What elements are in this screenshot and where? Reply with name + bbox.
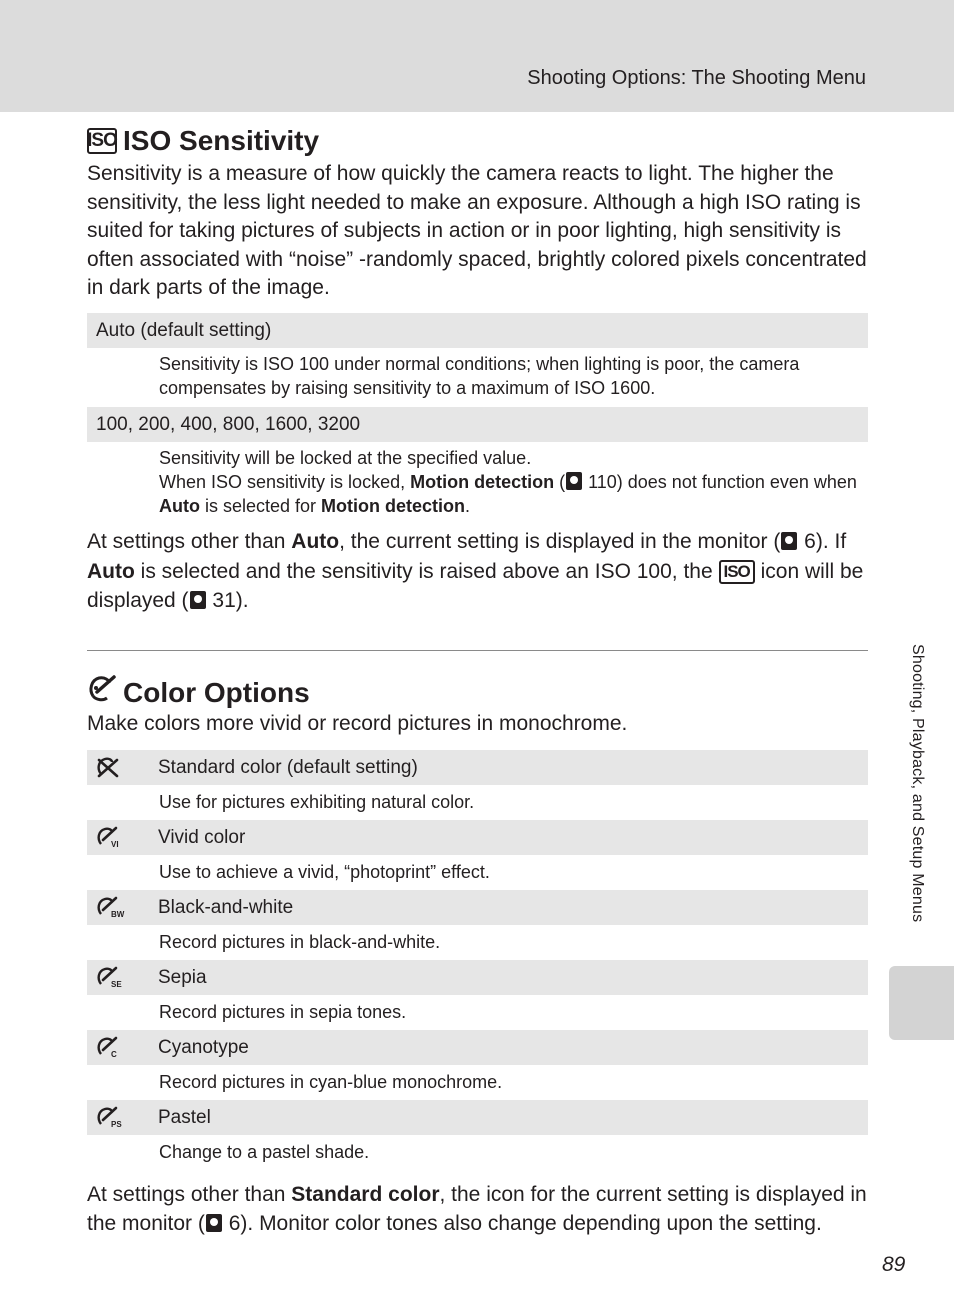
color-option-row: [87, 750, 868, 785]
option-label: Black-and-white: [158, 896, 294, 918]
iso-option-auto-desc: Sensitivity is ISO 100 under normal conditions; when lighting is poor, the camera compensates by raising sensitivity to a maximum of ISO 1600.: [159, 354, 800, 398]
desc-bold: Motion detection: [410, 472, 555, 492]
color-option-row: [87, 820, 868, 855]
header-band: [0, 0, 954, 112]
note-text: icon will be displayed (: [87, 559, 864, 612]
note-bold: Auto: [87, 559, 135, 583]
note-bold: Auto: [291, 530, 340, 553]
note-text: , the icon for the current setting is displayed in the monitor (: [87, 1183, 867, 1235]
color-option-row: [87, 1030, 868, 1065]
color-title-text: Color Options: [123, 677, 310, 708]
svg-text:BW: BW: [111, 909, 125, 919]
svg-text:PS: PS: [111, 1119, 122, 1129]
cyanotype-icon: [96, 1036, 158, 1060]
page-reference-icon: [190, 591, 206, 609]
option-description: Record pictures in sepia tones.: [159, 1002, 407, 1022]
iso-icon: ISO: [87, 128, 117, 154]
color-option-row: [87, 1100, 868, 1135]
iso-note: [87, 527, 868, 616]
desc-text: .: [465, 496, 471, 516]
page-number: 89: [882, 1253, 906, 1276]
note-text: 31).: [206, 589, 249, 612]
svg-text:SE: SE: [111, 979, 122, 989]
note-text: , the current setting is displayed in the monitor (: [339, 530, 781, 553]
note-text: At settings other than: [87, 1183, 292, 1206]
iso-option-fixed: [87, 407, 868, 442]
color-option-row: [87, 960, 868, 995]
standard-color-icon: [96, 756, 158, 780]
color-section-title: [87, 674, 310, 712]
iso-title-text: ISO Sensitivity: [123, 125, 320, 156]
black-and-white-icon: [96, 896, 158, 920]
option-label: 100, 200, 400, 800, 1600, 3200: [96, 413, 361, 435]
option-label: Sepia: [158, 966, 207, 988]
option-description: Change to a pastel shade.: [159, 1142, 370, 1162]
option-label: Standard color (default setting): [158, 756, 418, 778]
color-note: [87, 1181, 868, 1238]
option-label: Cyanotype: [158, 1036, 249, 1058]
desc-text: is selected for: [199, 496, 322, 516]
iso-section-title: [87, 124, 319, 158]
desc-bold: Auto: [159, 496, 200, 516]
page-reference-icon: [781, 532, 797, 550]
option-description: Use for pictures exhibiting natural color.: [159, 792, 475, 812]
iso-inline-icon: ISO: [719, 560, 755, 584]
running-header: Shooting Options: The Shooting Menu: [527, 67, 866, 89]
desc-text: 110) does not function even when: [583, 472, 857, 492]
pastel-icon: [96, 1106, 158, 1130]
desc-text: When ISO sensitivity is locked,: [159, 472, 411, 492]
desc-line: Sensitivity will be locked at the specified value.: [159, 448, 532, 468]
desc-text: (: [554, 472, 566, 492]
note-text: 6). If: [798, 530, 847, 553]
desc-bold: Motion detection: [321, 496, 466, 516]
note-text: 6). Monitor color tones also change depending upon the setting.: [222, 1211, 822, 1235]
note-text: At settings other than: [87, 530, 292, 553]
side-tab-label: Shooting, Playback, and Setup Menus: [909, 644, 926, 923]
color-option-row: [87, 890, 868, 925]
svg-text:C: C: [111, 1049, 117, 1059]
iso-option-fixed-desc: [159, 446, 859, 518]
note-text: is selected and the sensitivity is raised above an ISO 100, the: [134, 559, 719, 583]
section-tab: [889, 966, 954, 1040]
note-bold: Standard color: [291, 1183, 440, 1206]
iso-intro: Sensitivity is a measure of how quickly the camera reacts to light. The higher the sensitivity, the less light needed to make an exposure. Although a high ISO rating is suited for taking pictures of subjects in action or in poor lighting, high sensitivity is often associated with “noise” -randomly spaced, brightly colored pixels concentrated in dark parts of the image.: [87, 162, 867, 299]
option-label: Pastel: [158, 1106, 211, 1128]
option-description: Record pictures in cyan-blue monochrome.: [159, 1072, 503, 1092]
sepia-icon: [96, 966, 158, 990]
desc-line: [159, 470, 859, 518]
vivid-color-icon: [96, 826, 158, 850]
color-intro: Make colors more vivid or record pictures in monochrome.: [87, 712, 628, 735]
color-options-icon: [87, 674, 117, 712]
page-reference-icon: [566, 472, 582, 490]
option-label: Vivid color: [158, 826, 246, 848]
page-reference-icon: [206, 1214, 222, 1232]
option-description: Record pictures in black-and-white.: [159, 932, 441, 952]
option-description: Use to achieve a vivid, “photoprint” effect.: [159, 862, 490, 882]
svg-text:VI: VI: [111, 839, 119, 849]
section-divider: [87, 650, 868, 651]
iso-option-auto: [87, 313, 868, 348]
option-label: Auto (default setting): [96, 319, 272, 341]
